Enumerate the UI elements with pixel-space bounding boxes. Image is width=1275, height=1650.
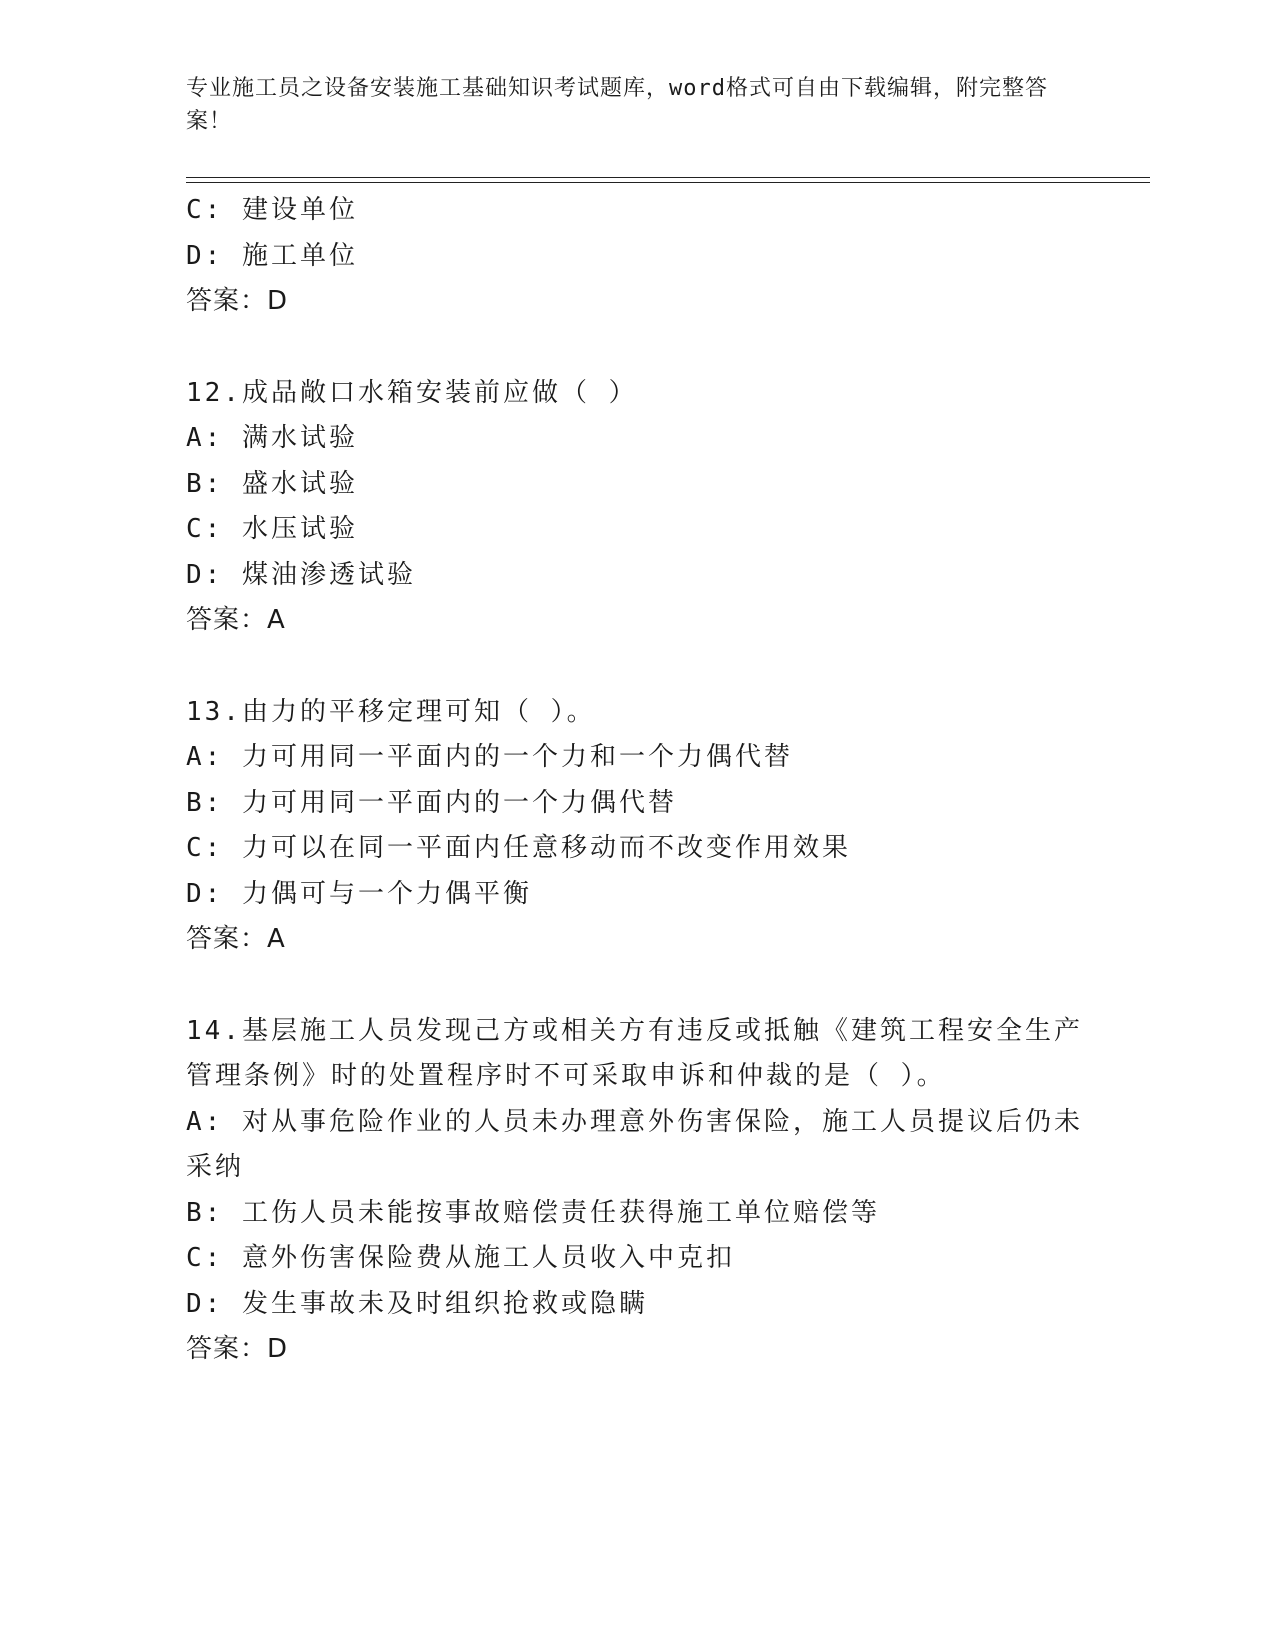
option-b: B: 盛水试验 <box>186 468 358 499</box>
question-list <box>186 188 1086 1373</box>
spacer <box>186 963 1086 1009</box>
option-b: B: 工伤人员未能按事故赔偿责任获得施工单位赔偿等 <box>186 1197 880 1228</box>
option-d: D: 发生事故未及时组织抢救或隐瞒 <box>186 1288 648 1319</box>
option-a: A: 对从事危险作业的人员未办理意外伤害保险，施工人员提议后仍未采纳 <box>186 1106 1083 1182</box>
spacer <box>186 644 1086 690</box>
option-d: D: 力偶可与一个力偶平衡 <box>186 878 532 909</box>
spacer <box>186 325 1086 371</box>
question-block-14 <box>186 1009 1086 1373</box>
question-stem: 13.由力的平移定理可知（ ）。 <box>186 696 596 727</box>
header-rule-top <box>186 177 1150 178</box>
option-c: C: 力可以在同一平面内任意移动而不改变作用效果 <box>186 833 851 863</box>
option-c: C: 水压试验 <box>186 514 358 544</box>
question-stem: 12.成品敞口水箱安装前应做（ ） <box>186 377 638 408</box>
option-a: A: 满水试验 <box>186 423 358 453</box>
answer-line: 答案：D <box>186 1334 289 1364</box>
question-block-13 <box>186 690 1086 963</box>
page-header <box>186 72 1066 138</box>
option-d: D: 施工单位 <box>186 240 358 271</box>
option-c: C: 建设单位 <box>186 195 358 225</box>
question-stem: 14.基层施工人员发现己方或相关方有违反或抵触《建筑工程安全生产管理条例》时的处置程序时不可采取申诉和仲裁的是（ ）。 <box>186 1015 1083 1091</box>
option-d: D: 煤油渗透试验 <box>186 559 416 590</box>
header-rule-bottom <box>186 182 1150 183</box>
answer-line: 答案：A <box>186 924 286 954</box>
question-block-continued <box>186 188 1086 325</box>
answer-line: 答案：D <box>186 286 289 316</box>
question-block-12 <box>186 371 1086 644</box>
option-a: A: 力可用同一平面内的一个力和一个力偶代替 <box>186 742 793 772</box>
answer-line: 答案：A <box>186 605 286 635</box>
header-title: 专业施工员之设备安装施工基础知识考试题库，word格式可自由下载编辑，附完整答案！ <box>186 76 1048 134</box>
option-c: C: 意外伤害保险费从施工人员收入中克扣 <box>186 1243 735 1273</box>
option-b: B: 力可用同一平面内的一个力偶代替 <box>186 787 677 818</box>
